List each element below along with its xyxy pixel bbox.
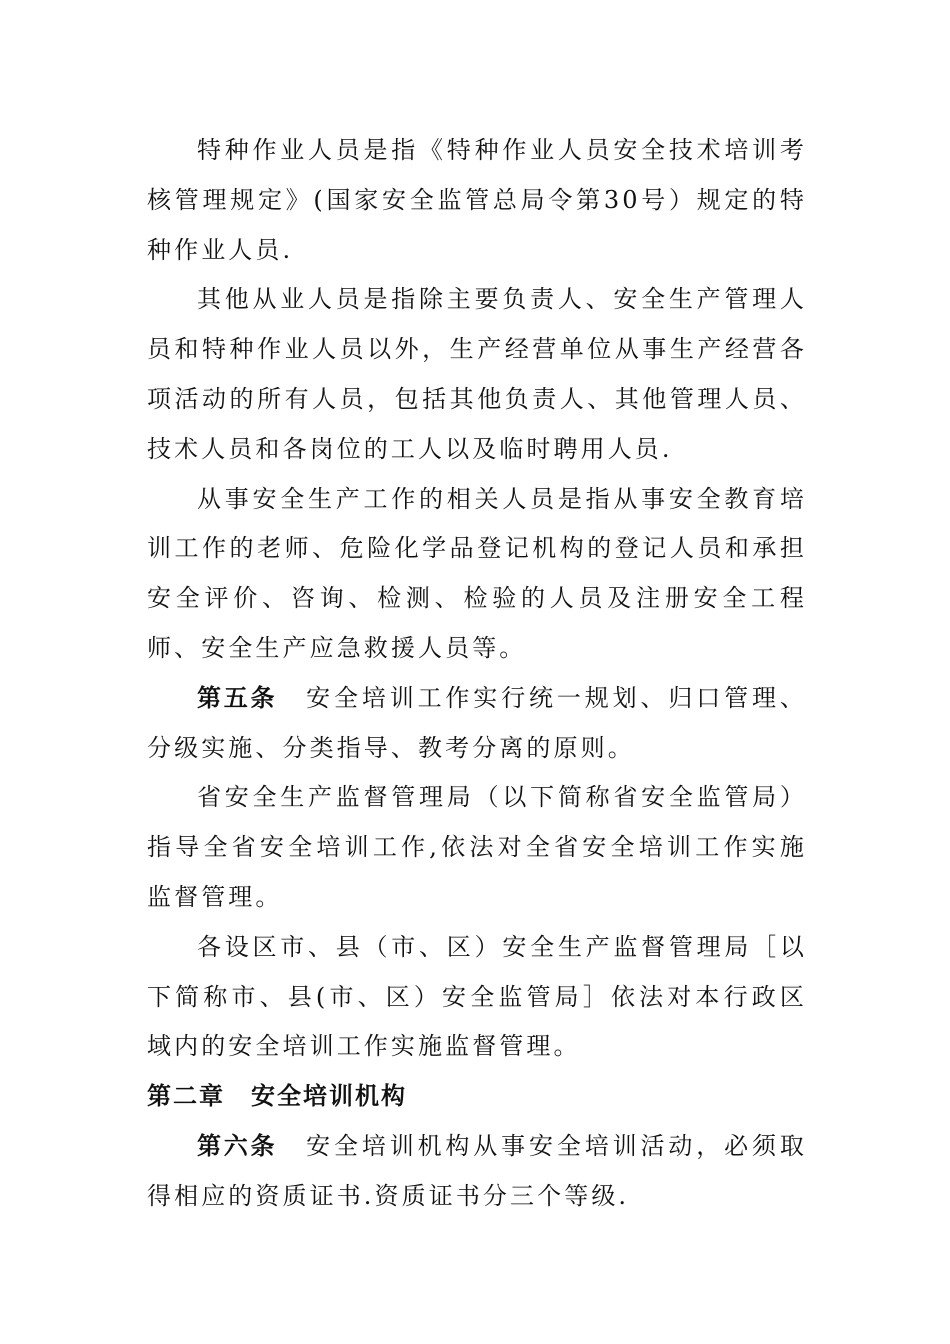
article-text: 安全培训工作实行统一规划、归口管理、分级实施、分类指导、教考分离的原则。	[147, 683, 807, 762]
article-6	[147, 1122, 807, 1222]
paragraph-related-personnel	[147, 475, 807, 674]
article-5	[147, 674, 807, 774]
paragraph-text: 其他从业人员是指除主要负责人、安全生产管理人员和特种作业人员以外，生产经营单位从事生产经营各项活动的所有人员，包括其他负责人、其他管理人员、技术人员和各岗位的工人以及临时聘用人员.	[147, 285, 807, 463]
paragraph-provincial-bureau	[147, 773, 807, 922]
paragraph-text: 省安全生产监督管理局（以下简称省安全监管局）指导全省安全培训工作,依法对全省安全培训工作实施监督管理。	[147, 783, 807, 911]
article-label: 第六条	[197, 1131, 278, 1160]
paragraph-text: 特种作业人员是指《特种作业人员安全技术培训考核管理规定》(国家安全监管总局令第30号）规定的特种作业人员.	[147, 136, 807, 264]
paragraph-text: 从事安全生产工作的相关人员是指从事安全教育培训工作的老师、危险化学品登记机构的登记人员和承担安全评价、咨询、检测、检验的人员及注册安全工程师、安全生产应急救援人员等。	[147, 484, 807, 662]
document-body	[147, 126, 807, 1222]
paragraph-local-bureaus	[147, 923, 807, 1072]
chapter-title: 安全培训机构	[251, 1082, 407, 1111]
paragraph-other-employees	[147, 275, 807, 474]
paragraph-text: 各设区市、县（市、区）安全生产监督管理局［以下简称市、县(市、区）安全监管局］依法对本行政区域内的安全培训工作实施监督管理。	[147, 932, 807, 1061]
article-label: 第五条	[197, 683, 278, 712]
paragraph-special-operators	[147, 126, 807, 275]
chapter-heading	[147, 1072, 807, 1122]
article-text: 安全培训机构从事安全培训活动，必须取得相应的资质证书.资质证书分三个等级.	[147, 1131, 807, 1210]
chapter-number: 第二章	[147, 1082, 225, 1111]
